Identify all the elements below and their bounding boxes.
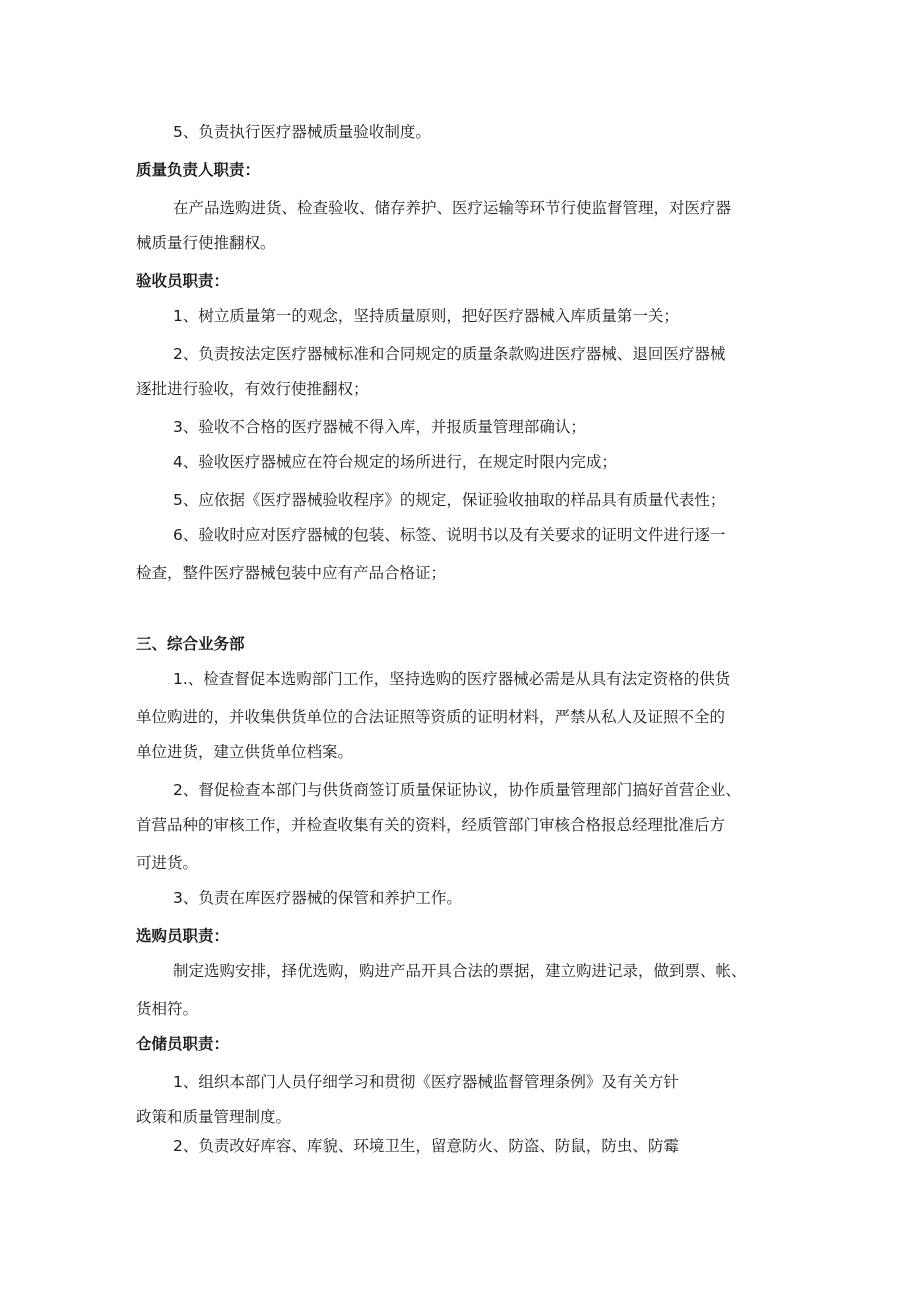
text-line: 政策和质量管理制度。 bbox=[136, 1108, 292, 1126]
text-line: 3、负责在库医疗器械的保管和养护工作。 bbox=[173, 889, 462, 907]
text-line: 3、验收不合格的医疗器械不得入库，并报质量管理部确认； bbox=[173, 418, 586, 436]
text-line: 5、应依据《医疗器械验收程序》的规定，保证验收抽取的样品具有质量代表性； bbox=[173, 491, 726, 509]
text-line: 首营品种的审核工作，并检查收集有关的资料，经质管部门审核合格报总经理批准后方 bbox=[136, 816, 726, 834]
section-heading: 选购员职责： bbox=[136, 927, 230, 945]
text-line: 制定选购安排，择优选购，购进产品开具合法的票据，建立购进记录，做到票、帐、 bbox=[173, 962, 747, 980]
text-line: 械质量行使推翻权。 bbox=[136, 234, 276, 252]
text-line: 5、负责执行医疗器械质量验收制度。 bbox=[173, 123, 431, 141]
text-line: 可进货。 bbox=[136, 854, 199, 872]
text-line: 1、树立质量第一的观念，坚持质量原则，把好医疗器械入库质量第一关； bbox=[173, 307, 679, 325]
text-line: 在产品选购进货、检查验收、储存养护、医疗运输等环节行使监督管理，对医疗器 bbox=[173, 199, 732, 217]
text-line: 1、组织本部门人员仔细学习和贯彻《医疗器械监督管理条例》及有关方针 bbox=[173, 1073, 679, 1091]
text-line: 2、负责按法定医疗器械标准和合同规定的质量条款购进医疗器械、退回医疗器械 bbox=[173, 345, 726, 363]
text-line: 6、验收时应对医疗器械的包装、标签、说明书以及有关要求的证明文件进行逐一 bbox=[173, 526, 726, 544]
section-heading: 三、综合业务部 bbox=[136, 635, 245, 653]
text-line: 逐批进行验收，有效行使推翻权； bbox=[136, 380, 369, 398]
text-line: 货相符。 bbox=[136, 1000, 199, 1018]
text-line: 单位进货，建立供货单位档案。 bbox=[136, 743, 354, 761]
text-line: 单位购进的，并收集供货单位的合法证照等资质的证明材料，严禁从私人及证照不全的 bbox=[136, 708, 726, 726]
text-line: 1.、检查督促本选购部门工作，坚持选购的医疗器械必需是从具有法定资格的供货 bbox=[173, 670, 731, 688]
section-heading: 验收员职责： bbox=[136, 272, 230, 290]
section-heading: 质量负责人职责： bbox=[136, 161, 261, 179]
section-heading: 仓储员职责： bbox=[136, 1035, 230, 1053]
text-line: 2、负责改好库容、库貌、环境卫生，留意防火、防盗、防鼠，防虫、防霉 bbox=[173, 1137, 679, 1155]
text-line: 4、验收医疗器械应在符台规定的场所进行，在规定时限内完成； bbox=[173, 453, 617, 471]
text-line: 检查，整件医疗器械包装中应有产品合格证； bbox=[136, 564, 447, 582]
text-line: 2、督促检查本部门与供货商签订质量保证协议，协作质量管理部门搞好首营企业、 bbox=[173, 781, 741, 799]
